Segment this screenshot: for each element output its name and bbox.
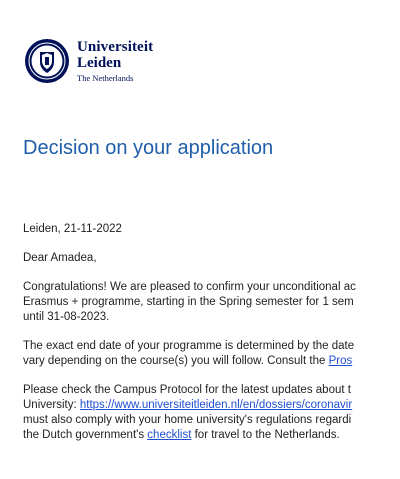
university-seal-icon <box>24 38 70 84</box>
text-segment: University: <box>23 399 80 411</box>
text-segment: the Dutch government's <box>23 429 148 441</box>
paragraph-line <box>23 398 400 413</box>
paragraph-line: until 31-08-2023. <box>23 311 110 323</box>
paragraph-line <box>23 354 400 369</box>
paragraph-line: Please check the Campus Protocol for the latest updates about t <box>23 384 351 396</box>
coronavirus-dossier-link[interactable]: https://www.universiteitleiden.nl/en/dossiers/coronavir <box>79 399 353 411</box>
place-date: Leiden, 21-11-2022 <box>23 223 122 235</box>
greeting: Dear Amadea, <box>23 252 97 264</box>
text-segment: vary depending on the course(s) you will follow. Consult the <box>23 355 329 367</box>
paragraph-line: The exact end date of your programme is determined by the date <box>23 340 355 352</box>
paragraph-line: must also comply with your home university's regulations regardi <box>23 414 352 426</box>
logo-line-1: Universiteit <box>77 38 154 55</box>
page-title: Decision on your application <box>23 137 274 159</box>
letter-body <box>23 222 400 457</box>
prospectus-link[interactable]: Pros <box>328 355 353 367</box>
text-segment: for travel to the Netherlands. <box>191 429 340 441</box>
checklist-link[interactable]: checklist <box>147 429 192 441</box>
paragraph-campus-protocol <box>23 383 400 443</box>
logo-line-3: The Netherlands <box>77 72 134 83</box>
paragraph-congratulations <box>23 280 400 325</box>
paragraph-line: Erasmus + programme, starting in the Spring semester for 1 sem <box>23 296 354 308</box>
paragraph-end-date <box>23 339 400 369</box>
paragraph-line: Congratulations! We are pleased to confirm your unconditional ac <box>23 281 356 293</box>
logo-wordmark <box>77 40 153 83</box>
paragraph-line <box>23 428 400 443</box>
logo-line-2: Leiden <box>77 54 122 71</box>
university-logo <box>24 38 153 84</box>
